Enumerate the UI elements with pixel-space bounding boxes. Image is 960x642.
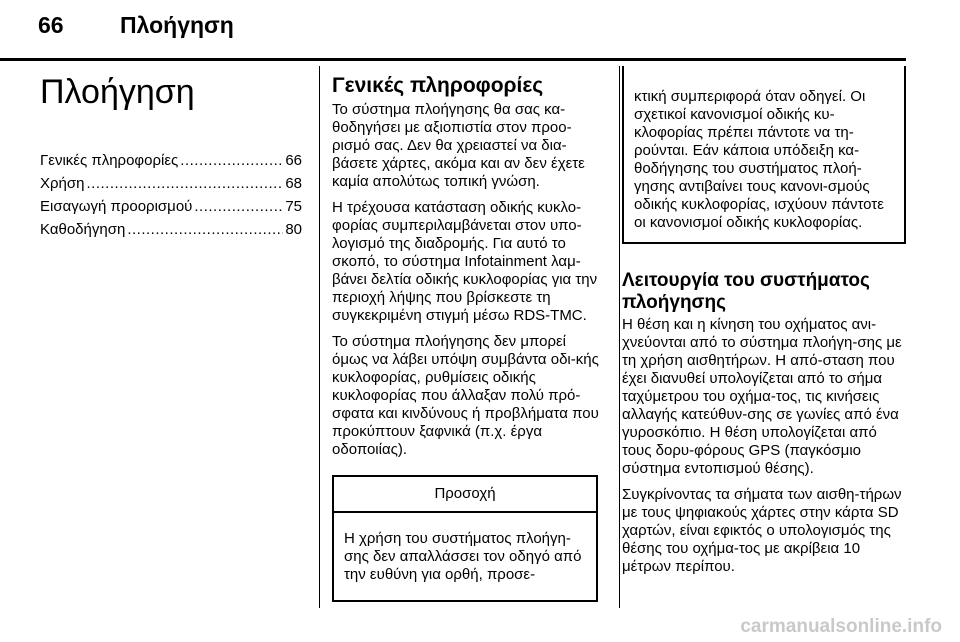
running-title: Πλοήγηση	[120, 12, 234, 38]
toc-leader-dots	[180, 152, 283, 170]
page-header	[38, 12, 234, 39]
body-paragraph: Το σύστημα πλοήγησης θα σας κα-θοδηγήσει με αξιοπιστία στον προο-ρισμό σας. Δεν θα χρειαστεί να δια-βάσετε χάρτες, ακόμα και αν δεν έχετε καμία απολύτως τοπική γνώση.	[332, 101, 585, 190]
page-number: 66	[38, 12, 64, 38]
body-paragraph: Η τρέχουσα κατάσταση οδικής κυκλο-φορίας συμπεριλαμβάνεται στον υπο-λογισμό της διαδρομής. Για αυτό το σκοπό, το σύστημα Infotainment λαμ-βάνει δελτία οδικής κυκλοφορίας για την περιοχή λήψης που βρίσκεστε τη συγκεκριμένη στιγμή μέσω RDS-TMC.	[332, 199, 598, 324]
caution-heading: Προσοχή	[334, 477, 596, 513]
section-title-general: Γενικές πληροφορίες	[332, 74, 544, 97]
caution-box	[332, 475, 598, 602]
toc-entry-label: Εισαγωγή προορισμού	[40, 198, 193, 215]
toc-leader-dots	[194, 198, 283, 216]
watermark: carmanualsonline.info	[740, 616, 942, 637]
toc-entry-page: 66	[285, 152, 302, 169]
header-rule	[0, 58, 906, 61]
toc-leader-dots	[86, 175, 283, 193]
toc-entry[interactable]	[40, 221, 302, 241]
toc-entry-page: 75	[285, 198, 302, 215]
toc-entry[interactable]	[40, 198, 302, 218]
general-info-column	[332, 74, 602, 602]
toc-entry-label: Γενικές πληροφορίες	[40, 152, 179, 169]
column-divider-right	[619, 66, 620, 608]
toc-entry-label: Καθοδήγηση	[40, 221, 126, 238]
caution-text-start: Η χρήση του συστήματος πλοήγη-σης δεν απαλλάσσει τον οδηγό από την ευθύνη για ορθή, προσε-	[344, 530, 582, 583]
toc-entry-label: Χρήση	[40, 175, 85, 192]
toc-entry-page: 80	[285, 221, 302, 238]
body-paragraph: Το σύστημα πλοήγησης δεν μπορεί όμως να λάβει υπόψη συμβάντα οδι-κής κυκλοφορίας, ρυθμίσεις οδικής κυκλοφορίας που άλλαξαν πολύ πρό-σφατα και κινδύνους ή προβλήματα που προκύπτουν ξαφνικά (π.χ. έργα οδοποιίας).	[332, 333, 599, 458]
section-title-function: Λειτουργία του συστήματος πλοήγησης	[622, 270, 870, 313]
caution-text-end: κτική συμπεριφορά όταν οδηγεί. Οι σχετικοί κανονισμοί οδικής κυ-κλοφορίας πρέπει πάντοτε να τη-ρούνται. Εάν κάποια υπόδειξη κα-θοδήγησης του συστήματος πλοή-γησης αντιβαίνει τους κανονι-σμούς οδικής κυκλοφορίας, ισχύουν πάντοτε οι κανονισμοί οδικής κυκλοφορίας.	[634, 88, 884, 231]
function-column	[622, 66, 906, 584]
chapter-title: Πλοήγηση	[40, 73, 195, 111]
caution-box-continued	[622, 66, 906, 244]
chapter-column	[40, 72, 302, 244]
toc-entry[interactable]	[40, 152, 302, 172]
table-of-contents	[40, 152, 302, 241]
toc-entry[interactable]	[40, 175, 302, 195]
toc-entry-page: 68	[285, 175, 302, 192]
body-paragraph: Η θέση και η κίνηση του οχήματος ανι-χνεύονται από το σύστημα πλοήγη-σης με τη χρήση αισθητήρων. Η από-σταση που έχει διανυθεί υπολογίζεται από το σήμα ταχύμετρου του οχήμα-τος, τις κινήσεις αλλαγής κατεύθυν-σης σε γωνίες από ένα γυροσκόπιο. Η θέση υπολογίζεται από τους δορυ-φόρους GPS (παγκόσμιο σύστημα εντοπισμού θέσης).	[622, 316, 902, 477]
body-paragraph: Συγκρίνοντας τα σήματα των αισθη-τήρων με τους ψηφιακούς χάρτες στην κάρτα SD χαρτών, είναι εφικτός ο υπολογισμός της θέσης του οχήμα-τος με ακρίβεια 10 μέτρων περίπου.	[622, 486, 902, 575]
toc-leader-dots	[127, 221, 283, 239]
column-divider-left	[319, 66, 320, 608]
